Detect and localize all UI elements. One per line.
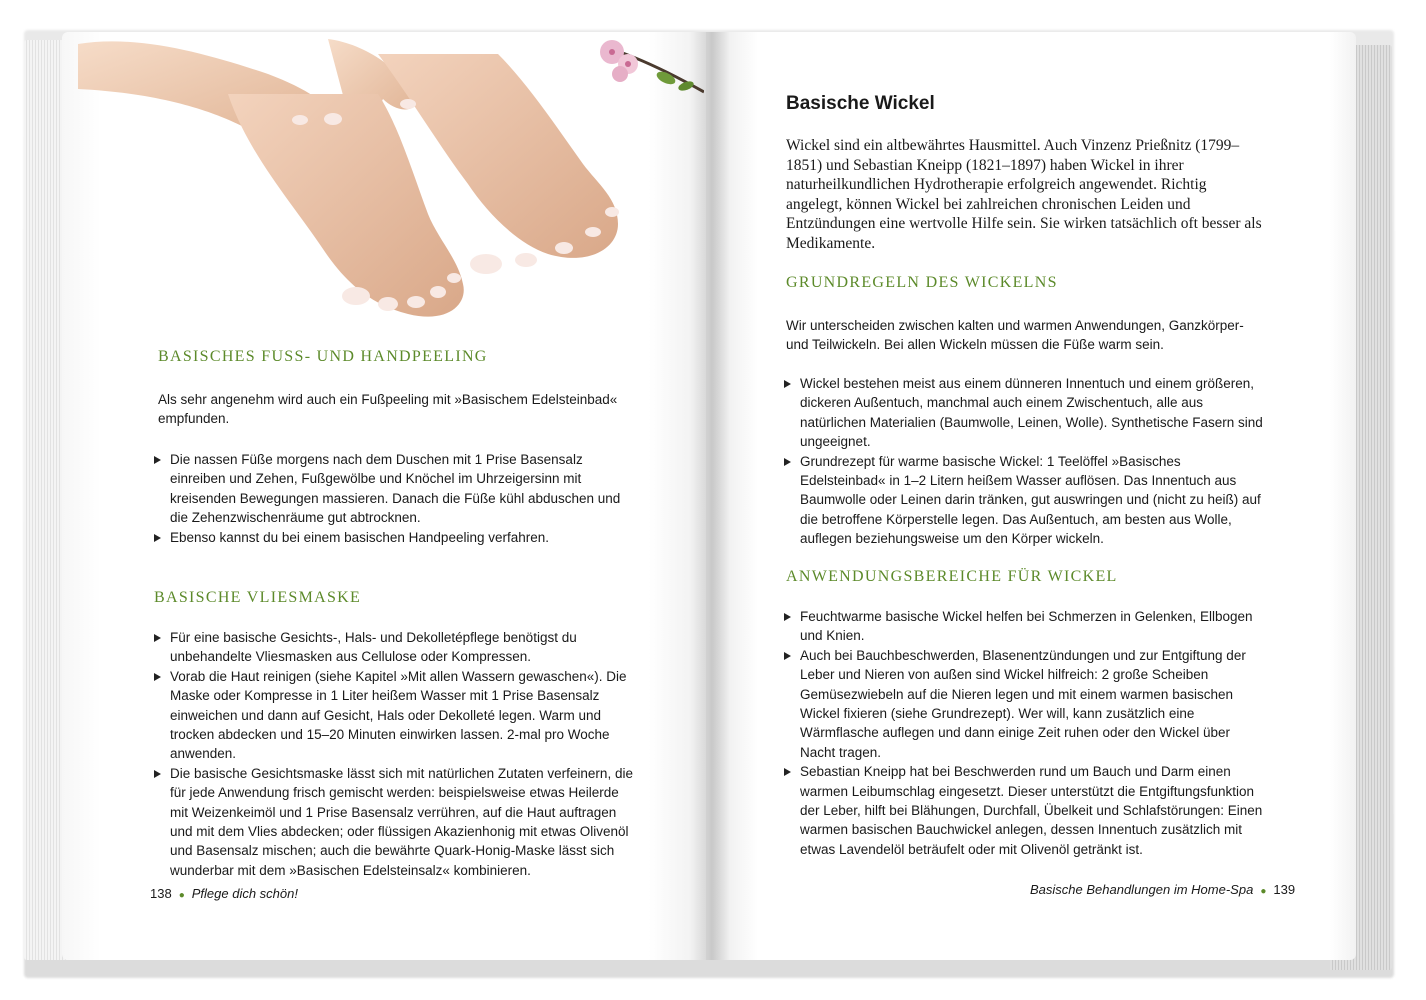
list-item: Ebenso kannst du bei einem basischen Handpeeling verfahren.	[154, 528, 634, 547]
right-page-footer	[1030, 882, 1295, 897]
bullet-triangle-icon	[154, 673, 161, 681]
list-item: Sebastian Kneipp hat bei Beschwerden rund um Bauch und Darm einen warmen Leibumschlag eingesetzt. Dieser unterstützt die Entgiftungsfunktion der Leber, hilft bei Blähungen, Durchfall, Übelkeit und Schlafstörungen: Einen warmen basischen Bauchwickel anlegen, dessen Innentuch zusätzlich mit etwas Lavendelöl beträufelt oder mit Olivenöl getränkt ist.	[784, 762, 1266, 859]
list-item: Auch bei Bauchbeschwerden, Blasenentzündungen und zur Entgiftung der Leber und Nieren von außen sind Wickel hilfreich: 2 große Scheiben Gemüsezwiebeln auf die Nieren legen und mit einem warmen basischen Wickel fixieren (siehe Grundrezept). Wer will, kann zusätzlich eine Wärmflasche auflegen und dann einige Zeit ruhen oder den Wickel über Nacht tragen.	[784, 646, 1266, 762]
intro-paragraph-grundregeln: Wir unterscheiden zwischen kalten und warmen Anwendungen, Ganzkörper- und Teilwickeln. Bei allen Wickeln müssen die Füße warm sein.	[786, 318, 1244, 353]
list-item: Wickel bestehen meist aus einem dünneren Innentuch und einem größeren, dickeren Außentuch, manchmal auch einem Zwischentuch, alle aus natürlichen Materialien (Baumwolle, Leinen, Wolle). Synthetische Fasern sind ungeeignet.	[784, 374, 1266, 452]
bullet-triangle-icon	[784, 458, 791, 466]
section-heading-grundregeln: GRUNDREGELN DES WICKELNS	[786, 274, 1058, 291]
bullet-triangle-icon	[154, 456, 161, 464]
blossom-decoration	[594, 30, 704, 100]
bullet-list-anwendungsbereiche	[784, 607, 1266, 859]
bullet-list-vliesmaske	[154, 628, 634, 880]
page-title: Basische Wickel	[786, 93, 935, 114]
bullet-triangle-icon	[784, 652, 791, 660]
list-item: Grundrezept für warme basische Wickel: 1 Teelöffel »Basisches Edelsteinbad« in 1–2 Litern heißem Wasser auflösen. Das Innentuch aus Baumwolle oder Leinen darin tränken, gut auswringen und (nicht zu heiß) auf die betroffene Körperstelle legen. Das Außentuch, am besten aus Wolle, auflegen beziehungsweise um den Körper wickeln.	[784, 452, 1266, 549]
bullet-triangle-icon	[784, 380, 791, 388]
bullet-dot-icon: ●	[1260, 886, 1267, 897]
bullet-triangle-icon	[784, 613, 791, 621]
bullet-triangle-icon	[154, 770, 161, 778]
bullet-dot-icon: ●	[178, 890, 185, 901]
bullet-list-peeling	[154, 450, 634, 547]
page-number: 139	[1273, 882, 1296, 897]
page-number: 138	[150, 886, 172, 901]
list-item: Vorab die Haut reinigen (siehe Kapitel »Mit allen Wassern gewaschen«). Die Maske oder Kompresse in 1 Liter heißem Wasser mit 1 Prise Basensalz einweichen und dann auf Gesicht, Hals oder Dekolleté legen. Warm und trocken abdecken und 15–20 Minuten einwirken lassen. 2-mal pro Woche anwenden.	[154, 667, 634, 764]
bullet-triangle-icon	[154, 534, 161, 542]
section-heading-fuss-handpeeling: BASISCHES FUSS- UND HANDPEELING	[158, 348, 488, 365]
bullet-list-grundregeln	[784, 374, 1266, 549]
section-heading-vliesmaske: BASISCHE VLIESMASKE	[154, 589, 362, 606]
list-item: Feuchtwarme basische Wickel helfen bei Schmerzen in Gelenken, Ellbogen und Knien.	[784, 607, 1266, 646]
intro-paragraph-peeling: Als sehr angenehm wird auch ein Fußpeeling mit »Basischem Edelsteinbad« empfunden.	[158, 392, 618, 427]
running-title: Pflege dich schön!	[191, 886, 298, 901]
left-page-footer	[150, 886, 298, 901]
intro-paragraph-wickel: Wickel sind ein altbewährtes Hausmittel. Auch Vinzenz Prießnitz (1799–1851) und Sebastian Kneipp (1821–1897) haben Wickel in ihrer naturheilkundlichen Hydrotherapie erfolgreich angewendet. Richtig angelegt, können Wickel bei zahlreichen chronischen Leiden und Entzündungen eine wertvolle Hilfe sein. Sie wirken tatsächlich oft besser als Medikamente.	[786, 137, 1262, 252]
book-gutter	[690, 32, 730, 960]
section-heading-anwendungsbereiche: ANWENDUNGSBEREICHE FÜR WICKEL	[786, 568, 1118, 585]
bullet-triangle-icon	[154, 634, 161, 642]
list-item: Für eine basische Gesichts-, Hals- und Dekolletépflege benötigst du unbehandelte Vliesmasken aus Cellulose oder Kompressen.	[154, 628, 634, 667]
list-item: Die nassen Füße morgens nach dem Duschen mit 1 Prise Basensalz einreiben und Zehen, Fußgewölbe und Knöchel im Uhrzeigersinn mit kreisenden Bewegungen massieren. Danach die Füße kühl abduschen und die Zehenzwischenräume gut abtrocknen.	[154, 450, 634, 528]
running-title: Basische Behandlungen im Home-Spa	[1030, 882, 1254, 897]
list-item: Die basische Gesichtsmaske lässt sich mit natürlichen Zutaten verfeinern, die für jede Anwendung frisch gemischt werden: beispielsweise etwas Heilerde mit Weizenkeimöl und 1 Prise Basensalz verrühren, auf die Haut auftragen und mit dem Vlies abdecken; oder flüssigen Akazienhonig mit etwas Olivenöl und Basensalz mischen; auch die bewährte Quark-Honig-Maske lässt sich wunderbar mit dem »Basischen Edelsteinsalz« kombinieren.	[154, 764, 634, 880]
bullet-triangle-icon	[784, 768, 791, 776]
feet-photo	[78, 34, 678, 334]
